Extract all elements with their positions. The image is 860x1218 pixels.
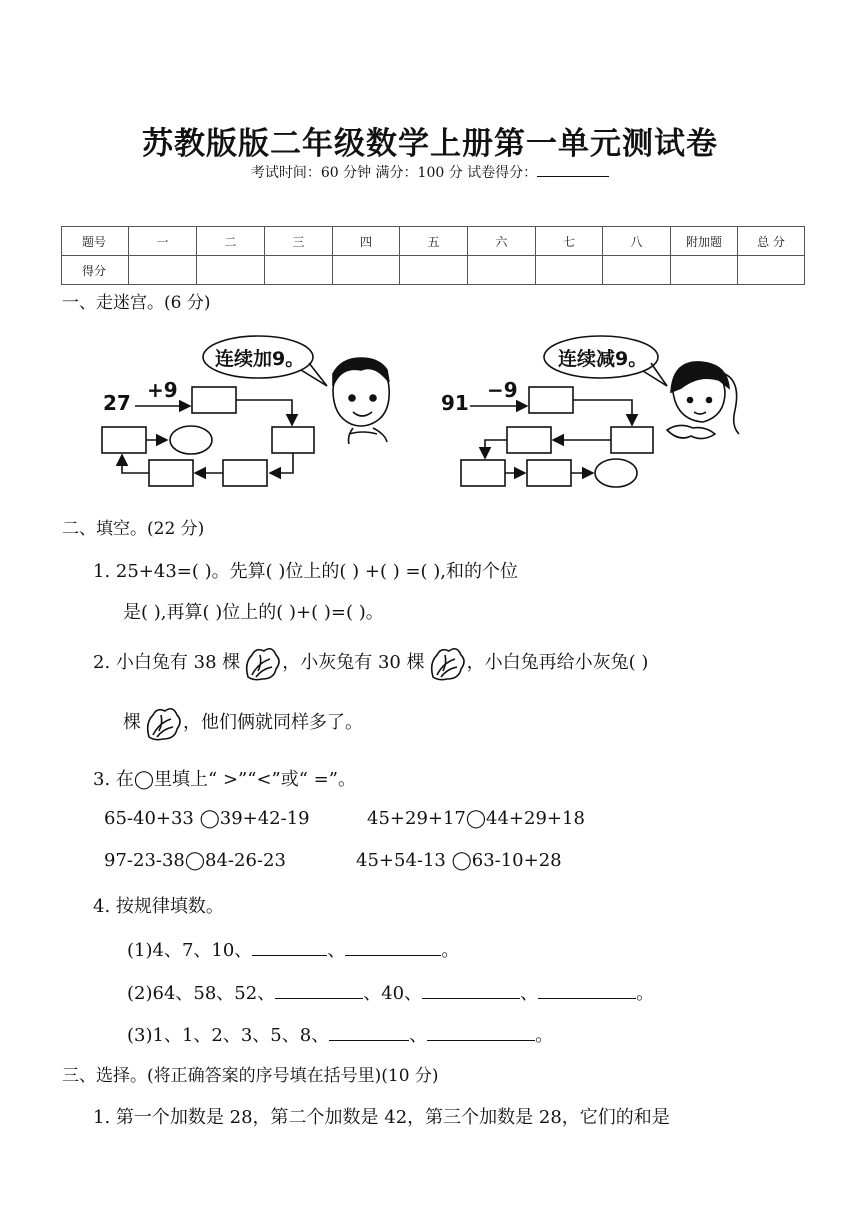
score-cell[interactable] (468, 256, 536, 285)
answer-blank[interactable] (427, 1024, 535, 1041)
maze-box[interactable] (611, 427, 653, 453)
arrow (122, 455, 149, 473)
score-cell[interactable] (671, 256, 738, 285)
maze-oval[interactable] (595, 459, 637, 487)
table-cell: 三 (265, 227, 333, 256)
score-table-header-row (62, 227, 805, 256)
answer-blank[interactable] (329, 1024, 409, 1041)
table-cell: 一 (129, 227, 197, 256)
exam-score-label: 试卷得分： (467, 165, 538, 181)
score-cell[interactable] (536, 256, 603, 285)
q4-sep: 、 (409, 1025, 428, 1046)
maze-box[interactable] (507, 427, 551, 453)
score-cell[interactable] (738, 256, 805, 285)
maze-box[interactable] (272, 427, 314, 453)
compare-item: 45+54-13 ◯63-10+28 (356, 850, 562, 871)
exam-info (0, 162, 860, 182)
score-cell[interactable] (197, 256, 265, 285)
score-cell[interactable] (603, 256, 671, 285)
q2-text-c: ，小白兔再给小灰兔( ) (466, 652, 649, 673)
section3-heading: 三、选择。(将正确答案的序号填在括号里)(10 分) (62, 1066, 439, 1086)
q4-3-text: (3)1、1、2、3、5、8、 (127, 1025, 330, 1046)
page-title: 苏教版版二年级数学上册第一单元测试卷 (142, 126, 718, 162)
compare-item: 97-23-38◯84-26-23 (104, 850, 286, 871)
q2-text-d: 棵 (123, 712, 141, 733)
answer-blank[interactable] (345, 939, 441, 956)
compare-item: 65-40+33 ◯39+42-19 (104, 808, 310, 829)
q4-sep: 、 (327, 940, 346, 961)
arrow (485, 440, 507, 458)
table-cell: 四 (333, 227, 400, 256)
q2-text-a: 2. 小白兔有 38 棵 (93, 652, 241, 673)
maze-box[interactable] (149, 460, 193, 486)
q4-title: 4. 按规律填数。 (93, 896, 224, 917)
girl-illustration (667, 362, 739, 439)
table-cell: 五 (400, 227, 468, 256)
q4-2-mid: 、40、 (363, 983, 423, 1004)
table-cell: 题号 (62, 227, 129, 256)
maze-figure (95, 330, 755, 495)
q2-line2 (123, 703, 363, 743)
bubble-tail (301, 363, 327, 386)
score-cell[interactable] (400, 256, 468, 285)
q4-3 (127, 1021, 553, 1047)
q1-line1: 1. 25+43=( )。先算( )位上的( ) +( ) =( ),和的个位 (93, 561, 519, 582)
s3-q1: 1. 第一个加数是 28，第二个加数是 42，第三个加数是 28，它们的和是 (93, 1107, 670, 1128)
answer-blank[interactable] (422, 982, 520, 999)
table-cell: 总 分 (738, 227, 805, 256)
arrow (573, 400, 632, 425)
answer-blank[interactable] (252, 939, 327, 956)
q4-1-text: (1)4、7、10、 (127, 940, 253, 961)
table-cell: 得分 (62, 256, 129, 285)
maze-box[interactable] (529, 387, 573, 413)
op-label-right: −9 (487, 378, 518, 402)
compare-item: 45+29+17◯44+29+18 (367, 808, 585, 829)
q3-title: 3. 在◯里填上“ >”“<”或“ =”。 (93, 769, 356, 790)
arrow (236, 400, 292, 425)
maze-box[interactable] (192, 387, 236, 413)
cabbage-icon (425, 643, 467, 683)
op-label-left: +9 (147, 378, 178, 402)
q2-line1 (93, 643, 648, 683)
maze-box[interactable] (527, 460, 571, 486)
q2-text-e: ，他们俩就同样多了。 (183, 712, 363, 733)
maze-box[interactable] (102, 427, 146, 453)
table-cell: 二 (197, 227, 265, 256)
q4-end: 。 (441, 940, 460, 961)
score-table (61, 226, 805, 285)
cabbage-icon (240, 643, 282, 683)
answer-blank[interactable] (538, 982, 636, 999)
table-cell: 附加题 (671, 227, 738, 256)
q4-2-text: (2)64、58、52、 (127, 983, 276, 1004)
section1-heading: 一、走迷宫。(6 分) (62, 293, 211, 313)
table-cell: 六 (468, 227, 536, 256)
q2-text-b: ，小灰兔有 30 棵 (282, 652, 425, 673)
bubble-text-left: 连续加9。 (215, 348, 305, 370)
section2-heading: 二、填空。(22 分) (62, 519, 205, 539)
table-cell: 八 (603, 227, 671, 256)
table-cell: 七 (536, 227, 603, 256)
score-blank (537, 162, 609, 177)
cabbage-icon (141, 703, 183, 743)
q4-1 (127, 936, 459, 962)
maze-oval[interactable] (170, 426, 212, 454)
answer-blank[interactable] (275, 982, 363, 999)
bubble-text-right: 连续减9。 (558, 348, 648, 370)
start-number-right: 91 (441, 391, 469, 415)
exam-total: 满分：100 分 (375, 165, 463, 181)
exam-time: 考试时间：60 分钟 (250, 165, 372, 181)
q4-end: 。 (535, 1025, 554, 1046)
maze-box[interactable] (223, 460, 267, 486)
q1-line2: 是( ),再算( )位上的( )+( )=( )。 (123, 602, 384, 623)
score-table-score-row (62, 256, 805, 285)
score-cell[interactable] (333, 256, 400, 285)
score-cell[interactable] (129, 256, 197, 285)
boy-illustration (333, 358, 389, 444)
score-cell[interactable] (265, 256, 333, 285)
q4-2 (127, 979, 654, 1005)
maze-box[interactable] (461, 460, 505, 486)
arrow (270, 453, 293, 473)
start-number-left: 27 (103, 391, 131, 415)
q4-sep: 、 (520, 983, 539, 1004)
q4-end: 。 (636, 983, 655, 1004)
